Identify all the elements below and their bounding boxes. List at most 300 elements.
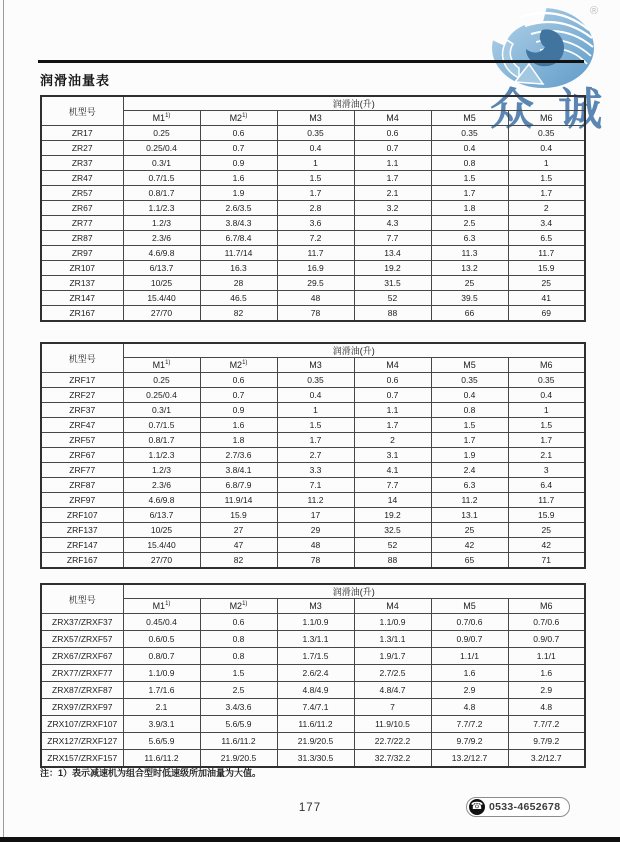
oil-value-cell: 13.1 — [431, 508, 508, 523]
table-row — [41, 750, 585, 768]
column-header-m2: M2$^{1)}$ — [200, 599, 277, 614]
oil-value-cell: 1.2/3 — [123, 463, 200, 478]
oil-value-cell: 1 — [508, 156, 585, 171]
oil-value-cell: 3.4/3.6 — [200, 699, 277, 716]
table-row — [41, 433, 585, 448]
column-header-m5: M5 — [431, 599, 508, 614]
table-row — [41, 699, 585, 716]
oil-value-cell: 32.7/32.2 — [354, 750, 431, 768]
oil-value-cell: 1.7 — [431, 433, 508, 448]
oil-value-cell: 42 — [431, 538, 508, 553]
table-row — [41, 261, 585, 276]
registered-trademark-icon: ® — [590, 5, 599, 17]
table-row — [41, 231, 585, 246]
oil-value-cell: 65 — [431, 553, 508, 569]
column-header-model: 机型号 — [41, 584, 123, 614]
model-cell: ZRF57 — [41, 433, 123, 448]
model-cell: ZRF147 — [41, 538, 123, 553]
table-row — [41, 553, 585, 569]
table-row — [41, 631, 585, 648]
oil-value-cell: 1.1/1 — [508, 648, 585, 665]
telephone-icon: ☎ — [469, 799, 485, 815]
oil-value-cell: 13.4 — [354, 246, 431, 261]
column-header-m4: M4 — [354, 599, 431, 614]
oil-value-cell: 2.7/2.5 — [354, 665, 431, 682]
oil-value-cell: 0.35 — [508, 126, 585, 141]
model-cell: ZRF67 — [41, 448, 123, 463]
oil-value-cell: 1.1/0.9 — [277, 614, 354, 631]
oil-value-cell: 2.1 — [508, 448, 585, 463]
table-row — [41, 216, 585, 231]
oil-quantity-table-zrx-zrxf — [40, 583, 586, 768]
oil-value-cell: 7.4/7.1 — [277, 699, 354, 716]
oil-value-cell: 6/13.7 — [123, 261, 200, 276]
oil-value-cell: 2 — [508, 201, 585, 216]
model-cell: ZRF47 — [41, 418, 123, 433]
oil-value-cell: 6.8/7.9 — [200, 478, 277, 493]
oil-value-cell: 2 — [354, 433, 431, 448]
oil-value-cell: 41 — [508, 291, 585, 306]
oil-value-cell: 4.8 — [431, 699, 508, 716]
oil-value-cell: 0.35 — [431, 373, 508, 388]
oil-value-cell: 1.5 — [431, 418, 508, 433]
oil-value-cell: 0.35 — [277, 373, 354, 388]
table-row — [41, 126, 585, 141]
oil-value-cell: 1.3/1.1 — [354, 631, 431, 648]
oil-value-cell: 15.9 — [508, 508, 585, 523]
oil-value-cell: 1.2/3 — [123, 216, 200, 231]
oil-value-cell: 0.6 — [354, 126, 431, 141]
oil-value-cell: 25 — [431, 523, 508, 538]
phone-badge — [466, 797, 570, 817]
oil-value-cell: 31.5 — [354, 276, 431, 291]
oil-value-cell: 6/13.7 — [123, 508, 200, 523]
oil-value-cell: 1.6 — [200, 171, 277, 186]
oil-value-cell: 2.6/3.5 — [200, 201, 277, 216]
oil-value-cell: 1.1/2.3 — [123, 448, 200, 463]
oil-value-cell: 19.2 — [354, 508, 431, 523]
oil-value-cell: 52 — [354, 538, 431, 553]
table-row — [41, 156, 585, 171]
oil-value-cell: 6.3 — [431, 478, 508, 493]
phone-number: 0533-4652678 — [489, 801, 561, 813]
oil-value-cell: 2.9 — [431, 682, 508, 699]
oil-value-cell: 1 — [277, 156, 354, 171]
model-cell: ZR67 — [41, 201, 123, 216]
oil-value-cell: 3.2 — [354, 201, 431, 216]
oil-value-cell: 0.25 — [123, 373, 200, 388]
oil-value-cell: 0.3/1 — [123, 403, 200, 418]
oil-value-cell: 0.9 — [200, 156, 277, 171]
model-cell: ZRX67/ZRXF67 — [41, 648, 123, 665]
model-cell: ZR27 — [41, 141, 123, 156]
oil-value-cell: 2.1 — [123, 699, 200, 716]
oil-value-cell: 1.1/1 — [431, 648, 508, 665]
table-row — [41, 648, 585, 665]
oil-value-cell: 0.8/1.7 — [123, 186, 200, 201]
oil-value-cell: 1.9 — [200, 186, 277, 201]
oil-value-cell: 1.5 — [277, 171, 354, 186]
oil-value-cell: 1.7 — [508, 186, 585, 201]
table-row — [41, 508, 585, 523]
oil-value-cell: 78 — [277, 306, 354, 322]
table-row — [41, 388, 585, 403]
oil-value-cell: 0.7/0.6 — [431, 614, 508, 631]
oil-value-cell: 9.7/9.2 — [431, 733, 508, 750]
oil-value-cell: 11.7 — [277, 246, 354, 261]
oil-value-cell: 1.5 — [508, 418, 585, 433]
table-row — [41, 201, 585, 216]
column-header-oil-span: 润滑油(升) — [123, 96, 585, 111]
column-header-m3: M3 — [277, 599, 354, 614]
oil-value-cell: 5.6/5.9 — [200, 716, 277, 733]
model-cell: ZRF27 — [41, 388, 123, 403]
table-row — [41, 614, 585, 631]
oil-value-cell: 0.6 — [200, 614, 277, 631]
table-row — [41, 733, 585, 750]
oil-value-cell: 0.7/0.6 — [508, 614, 585, 631]
column-header-m1: M1$^{1)}$ — [123, 111, 200, 126]
oil-value-cell: 7.2 — [277, 231, 354, 246]
table-row — [41, 246, 585, 261]
oil-value-cell: 2.9 — [508, 682, 585, 699]
oil-value-cell: 2.3/6 — [123, 478, 200, 493]
oil-value-cell: 21.9/20.5 — [200, 750, 277, 768]
oil-value-cell: 6.7/8.4 — [200, 231, 277, 246]
oil-value-cell: 15.4/40 — [123, 291, 200, 306]
table-row — [41, 523, 585, 538]
oil-value-cell: 4.8/4.7 — [354, 682, 431, 699]
model-cell: ZRF137 — [41, 523, 123, 538]
oil-value-cell: 0.45/0.4 — [123, 614, 200, 631]
table-row — [41, 448, 585, 463]
model-cell: ZR17 — [41, 126, 123, 141]
oil-value-cell: 1 — [508, 403, 585, 418]
oil-value-cell: 0.6 — [354, 373, 431, 388]
oil-value-cell: 1.7/1.6 — [123, 682, 200, 699]
table-row — [41, 478, 585, 493]
oil-value-cell: 88 — [354, 553, 431, 569]
oil-value-cell: 39.5 — [431, 291, 508, 306]
column-header-m6: M6 — [508, 111, 585, 126]
model-cell: ZR77 — [41, 216, 123, 231]
oil-value-cell: 0.8 — [431, 156, 508, 171]
oil-value-cell: 1.5 — [200, 665, 277, 682]
model-cell: ZR97 — [41, 246, 123, 261]
oil-value-cell: 1.7 — [508, 433, 585, 448]
oil-value-cell: 0.6 — [200, 126, 277, 141]
oil-value-cell: 7.7 — [354, 478, 431, 493]
oil-value-cell: 11.6/11.2 — [123, 750, 200, 768]
oil-value-cell: 0.7 — [200, 388, 277, 403]
model-cell: ZRF167 — [41, 553, 123, 569]
oil-value-cell: 0.9/0.7 — [431, 631, 508, 648]
oil-value-cell: 1.6 — [508, 665, 585, 682]
oil-value-cell: 11.3 — [431, 246, 508, 261]
oil-value-cell: 1.7 — [277, 433, 354, 448]
column-header-m4: M4 — [354, 358, 431, 373]
oil-value-cell: 47 — [200, 538, 277, 553]
model-cell: ZRF97 — [41, 493, 123, 508]
oil-value-cell: 32.5 — [354, 523, 431, 538]
oil-value-cell: 25 — [431, 276, 508, 291]
table-row — [41, 141, 585, 156]
oil-value-cell: 46.5 — [200, 291, 277, 306]
brand-char-1: 众 — [490, 85, 534, 134]
oil-value-cell: 15.4/40 — [123, 538, 200, 553]
oil-value-cell: 0.7/1.5 — [123, 171, 200, 186]
oil-value-cell: 6.4 — [508, 478, 585, 493]
table-row — [41, 276, 585, 291]
oil-value-cell: 42 — [508, 538, 585, 553]
oil-value-cell: 17 — [277, 508, 354, 523]
model-cell: ZRF107 — [41, 508, 123, 523]
oil-value-cell: 28 — [200, 276, 277, 291]
oil-value-cell: 16.3 — [200, 261, 277, 276]
oil-value-cell: 13.2/12.7 — [431, 750, 508, 768]
oil-value-cell: 27 — [200, 523, 277, 538]
oil-value-cell: 0.7/1.5 — [123, 418, 200, 433]
table-row — [41, 716, 585, 733]
oil-value-cell: 0.8/1.7 — [123, 433, 200, 448]
oil-value-cell: 1.9 — [431, 448, 508, 463]
oil-value-cell: 0.7 — [354, 388, 431, 403]
table-row — [41, 306, 585, 322]
model-cell: ZRX37/ZRXF37 — [41, 614, 123, 631]
column-header-model: 机型号 — [41, 96, 123, 126]
oil-value-cell: 2.1 — [354, 186, 431, 201]
oil-value-cell: 1.1 — [354, 403, 431, 418]
column-header-m1: M1$^{1)}$ — [123, 358, 200, 373]
oil-value-cell: 48 — [277, 538, 354, 553]
model-cell: ZRX157/ZRXF157 — [41, 750, 123, 768]
oil-value-cell: 1.7 — [354, 171, 431, 186]
oil-value-cell: 1.1 — [354, 156, 431, 171]
oil-value-cell: 2.7/3.6 — [200, 448, 277, 463]
oil-value-cell: 7.7/7.2 — [508, 716, 585, 733]
model-cell: ZR57 — [41, 186, 123, 201]
model-cell: ZRF77 — [41, 463, 123, 478]
footer-rule — [0, 837, 620, 842]
oil-value-cell: 88 — [354, 306, 431, 322]
oil-value-cell: 0.6 — [200, 373, 277, 388]
oil-value-cell: 4.1 — [354, 463, 431, 478]
oil-value-cell: 6.5 — [508, 231, 585, 246]
oil-value-cell: 3.8/4.3 — [200, 216, 277, 231]
oil-value-cell: 2.3/6 — [123, 231, 200, 246]
oil-value-cell: 29 — [277, 523, 354, 538]
oil-value-cell: 1.9/1.7 — [354, 648, 431, 665]
oil-value-cell: 3.8/4.1 — [200, 463, 277, 478]
oil-value-cell: 2.6/2.4 — [277, 665, 354, 682]
table-row — [41, 493, 585, 508]
oil-value-cell: 2.5 — [200, 682, 277, 699]
oil-value-cell: 1.7 — [354, 418, 431, 433]
model-cell: ZR167 — [41, 306, 123, 322]
oil-value-cell: 66 — [431, 306, 508, 322]
oil-value-cell: 0.4 — [508, 388, 585, 403]
column-header-m1: M1$^{1)}$ — [123, 599, 200, 614]
oil-value-cell: 4.3 — [354, 216, 431, 231]
column-header-oil-span: 润滑油(升) — [123, 584, 585, 599]
model-cell: ZRX57/ZRXF57 — [41, 631, 123, 648]
oil-value-cell: 0.6/0.5 — [123, 631, 200, 648]
oil-value-cell: 0.4 — [431, 141, 508, 156]
page-title: 润滑油量表 — [40, 73, 111, 88]
oil-value-cell: 3.6 — [277, 216, 354, 231]
oil-value-cell: 4.8/4.9 — [277, 682, 354, 699]
oil-value-cell: 27/70 — [123, 553, 200, 569]
oil-value-cell: 4.8 — [508, 699, 585, 716]
table-row — [41, 403, 585, 418]
oil-value-cell: 0.9/0.7 — [508, 631, 585, 648]
oil-quantity-table-zrf — [40, 342, 586, 569]
oil-value-cell: 0.8 — [431, 403, 508, 418]
model-cell: ZR47 — [41, 171, 123, 186]
oil-value-cell: 29.5 — [277, 276, 354, 291]
oil-value-cell: 7.7/7.2 — [431, 716, 508, 733]
oil-value-cell: 82 — [200, 306, 277, 322]
oil-value-cell: 7.7 — [354, 231, 431, 246]
oil-value-cell: 71 — [508, 553, 585, 569]
oil-value-cell: 2.8 — [277, 201, 354, 216]
oil-value-cell: 0.25/0.4 — [123, 141, 200, 156]
oil-value-cell: 0.8 — [200, 631, 277, 648]
oil-value-cell: 0.4 — [508, 141, 585, 156]
table-row — [41, 186, 585, 201]
table-row — [41, 418, 585, 433]
model-cell: ZRF17 — [41, 373, 123, 388]
oil-value-cell: 0.25 — [123, 126, 200, 141]
oil-value-cell: 82 — [200, 553, 277, 569]
table-row — [41, 291, 585, 306]
oil-value-cell: 0.7 — [200, 141, 277, 156]
table-row — [41, 538, 585, 553]
oil-value-cell: 11.7/14 — [200, 246, 277, 261]
oil-value-cell: 25 — [508, 276, 585, 291]
model-cell: ZR107 — [41, 261, 123, 276]
oil-value-cell: 0.35 — [508, 373, 585, 388]
oil-value-cell: 3.2/12.7 — [508, 750, 585, 768]
table-row — [41, 463, 585, 478]
table-row — [41, 665, 585, 682]
oil-value-cell: 11.6/11.2 — [277, 716, 354, 733]
oil-value-cell: 11.7 — [508, 493, 585, 508]
oil-value-cell: 11.2 — [277, 493, 354, 508]
oil-value-cell: 0.9 — [200, 403, 277, 418]
oil-value-cell: 7 — [354, 699, 431, 716]
page-number: 177 — [298, 802, 322, 814]
oil-value-cell: 0.3/1 — [123, 156, 200, 171]
oil-value-cell: 11.9/10.5 — [354, 716, 431, 733]
oil-value-cell: 1.7 — [431, 186, 508, 201]
model-cell: ZRF37 — [41, 403, 123, 418]
column-header-m2: M2$^{1)}$ — [200, 111, 277, 126]
oil-value-cell: 1.8 — [200, 433, 277, 448]
oil-value-cell: 3 — [508, 463, 585, 478]
header-rule — [38, 60, 584, 63]
oil-value-cell: 22.7/22.2 — [354, 733, 431, 750]
model-cell: ZR37 — [41, 156, 123, 171]
oil-value-cell: 1.1/0.9 — [123, 665, 200, 682]
column-header-m4: M4 — [354, 111, 431, 126]
oil-value-cell: 31.3/30.5 — [277, 750, 354, 768]
oil-value-cell: 1.6 — [431, 665, 508, 682]
oil-value-cell: 11.9/14 — [200, 493, 277, 508]
model-cell: ZRF87 — [41, 478, 123, 493]
oil-value-cell: 0.25/0.4 — [123, 388, 200, 403]
oil-value-cell: 10/25 — [123, 523, 200, 538]
column-header-oil-span: 润滑油(升) — [123, 343, 585, 358]
oil-value-cell: 1.3/1.1 — [277, 631, 354, 648]
oil-value-cell: 2.5 — [431, 216, 508, 231]
oil-value-cell: 1.6 — [200, 418, 277, 433]
oil-value-cell: 78 — [277, 553, 354, 569]
brand-char-2: 诚 — [558, 85, 603, 134]
oil-value-cell: 0.4 — [431, 388, 508, 403]
oil-value-cell: 1.1/0.9 — [354, 614, 431, 631]
zhongcheng-swirl-logo-icon — [485, 2, 601, 96]
model-cell: ZR137 — [41, 276, 123, 291]
oil-value-cell: 21.9/20.5 — [277, 733, 354, 750]
oil-value-cell: 7.1 — [277, 478, 354, 493]
oil-value-cell: 3.1 — [354, 448, 431, 463]
oil-value-cell: 2.7 — [277, 448, 354, 463]
model-cell: ZR87 — [41, 231, 123, 246]
oil-value-cell: 4.6/9.8 — [123, 246, 200, 261]
oil-value-cell: 0.4 — [277, 388, 354, 403]
oil-value-cell: 0.35 — [431, 126, 508, 141]
oil-value-cell: 0.8 — [200, 648, 277, 665]
column-header-m3: M3 — [277, 111, 354, 126]
footnote: 注：1）表示减速机为组合型时低速级所加油量为大值。 — [40, 768, 262, 778]
oil-value-cell: 11.7 — [508, 246, 585, 261]
table-row — [41, 682, 585, 699]
oil-value-cell: 69 — [508, 306, 585, 322]
oil-value-cell: 13.2 — [431, 261, 508, 276]
oil-value-cell: 2.4 — [431, 463, 508, 478]
oil-value-cell: 27/70 — [123, 306, 200, 322]
oil-value-cell: 1.1/2.3 — [123, 201, 200, 216]
model-cell: ZRX127/ZRXF127 — [41, 733, 123, 750]
oil-value-cell: 3.4 — [508, 216, 585, 231]
table-row — [41, 171, 585, 186]
oil-value-cell: 15.9 — [508, 261, 585, 276]
oil-value-cell: 4.6/9.8 — [123, 493, 200, 508]
column-header-m6: M6 — [508, 599, 585, 614]
oil-value-cell: 6.3 — [431, 231, 508, 246]
model-cell: ZRX107/ZRXF107 — [41, 716, 123, 733]
oil-value-cell: 25 — [508, 523, 585, 538]
column-header-m5: M5 — [431, 111, 508, 126]
oil-value-cell: 11.2 — [431, 493, 508, 508]
page-scan-edge — [3, 0, 4, 842]
oil-value-cell: 52 — [354, 291, 431, 306]
oil-value-cell: 14 — [354, 493, 431, 508]
oil-value-cell: 15.9 — [200, 508, 277, 523]
model-cell: ZR147 — [41, 291, 123, 306]
oil-value-cell: 9.7/9.2 — [508, 733, 585, 750]
oil-value-cell: 10/25 — [123, 276, 200, 291]
model-cell: ZRX87/ZRXF87 — [41, 682, 123, 699]
oil-value-cell: 1.7/1.5 — [277, 648, 354, 665]
column-header-m3: M3 — [277, 358, 354, 373]
oil-value-cell: 0.7 — [354, 141, 431, 156]
oil-value-cell: 1 — [277, 403, 354, 418]
column-header-model: 机型号 — [41, 343, 123, 373]
oil-value-cell: 0.8/0.7 — [123, 648, 200, 665]
column-header-m6: M6 — [508, 358, 585, 373]
